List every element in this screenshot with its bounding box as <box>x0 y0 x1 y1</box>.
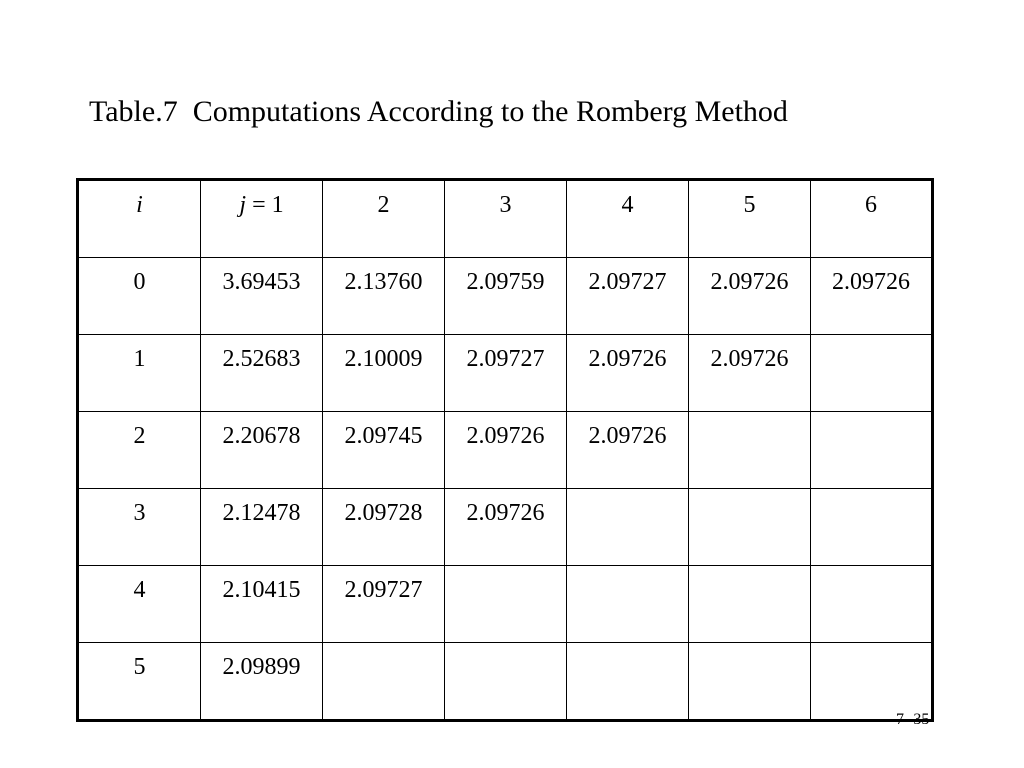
table-cell <box>567 643 689 721</box>
table-row <box>78 258 933 335</box>
table-row <box>78 412 933 489</box>
table-cell: 2.09728 <box>323 489 445 566</box>
table-cell: 2.09759 <box>445 258 567 335</box>
table-row <box>78 643 933 721</box>
romberg-table <box>76 178 934 722</box>
table-cell: 2.09727 <box>445 335 567 412</box>
table-cell <box>811 489 933 566</box>
table-row <box>78 566 933 643</box>
header-cell-i <box>78 180 201 258</box>
table-cell <box>689 412 811 489</box>
table-cell <box>445 566 567 643</box>
table-cell <box>689 643 811 721</box>
table-cell: 2.09726 <box>567 335 689 412</box>
header-j-equals-one: = 1 <box>246 192 284 218</box>
header-cell-j6: 6 <box>811 180 933 258</box>
table-cell <box>567 489 689 566</box>
header-cell-j1 <box>201 180 323 258</box>
table-cell: 3.69453 <box>201 258 323 335</box>
table-cell: 2.10415 <box>201 566 323 643</box>
table-cell: 2.09726 <box>567 412 689 489</box>
table-cell: 2.12478 <box>201 489 323 566</box>
row-index-cell: 4 <box>78 566 201 643</box>
table-cell <box>567 566 689 643</box>
table-cell: 2.09726 <box>445 412 567 489</box>
table-cell <box>811 566 933 643</box>
row-index-cell: 2 <box>78 412 201 489</box>
table-cell: 2.09726 <box>689 258 811 335</box>
table-row <box>78 489 933 566</box>
table-cell: 2.09726 <box>811 258 933 335</box>
row-index-cell: 0 <box>78 258 201 335</box>
table-cell: 2.09745 <box>323 412 445 489</box>
header-cell-j2: 2 <box>323 180 445 258</box>
row-index-cell: 5 <box>78 643 201 721</box>
table-cell <box>811 335 933 412</box>
table-cell <box>811 643 933 721</box>
table-cell: 2.13760 <box>323 258 445 335</box>
header-j-label: j <box>239 192 247 218</box>
table-cell: 2.09899 <box>201 643 323 721</box>
page-number: 7- 35 <box>896 711 930 728</box>
table-cell: 2.09726 <box>445 489 567 566</box>
table-cell <box>811 412 933 489</box>
table-header-row <box>78 180 933 258</box>
header-i-label: i <box>136 192 143 218</box>
table-cell: 2.09727 <box>323 566 445 643</box>
row-index-cell: 1 <box>78 335 201 412</box>
table-cell <box>689 489 811 566</box>
row-index-cell: 3 <box>78 489 201 566</box>
table-cell <box>689 566 811 643</box>
table-cell: 2.52683 <box>201 335 323 412</box>
table-row <box>78 335 933 412</box>
header-cell-j3: 3 <box>445 180 567 258</box>
table-cell <box>445 643 567 721</box>
header-cell-j4: 4 <box>567 180 689 258</box>
table-cell: 2.20678 <box>201 412 323 489</box>
slide-title: Table.7 Computations According to the Romberg Method <box>89 95 788 128</box>
table-cell: 2.09727 <box>567 258 689 335</box>
table-cell: 2.10009 <box>323 335 445 412</box>
table-cell: 2.09726 <box>689 335 811 412</box>
header-cell-j5: 5 <box>689 180 811 258</box>
table-cell <box>323 643 445 721</box>
